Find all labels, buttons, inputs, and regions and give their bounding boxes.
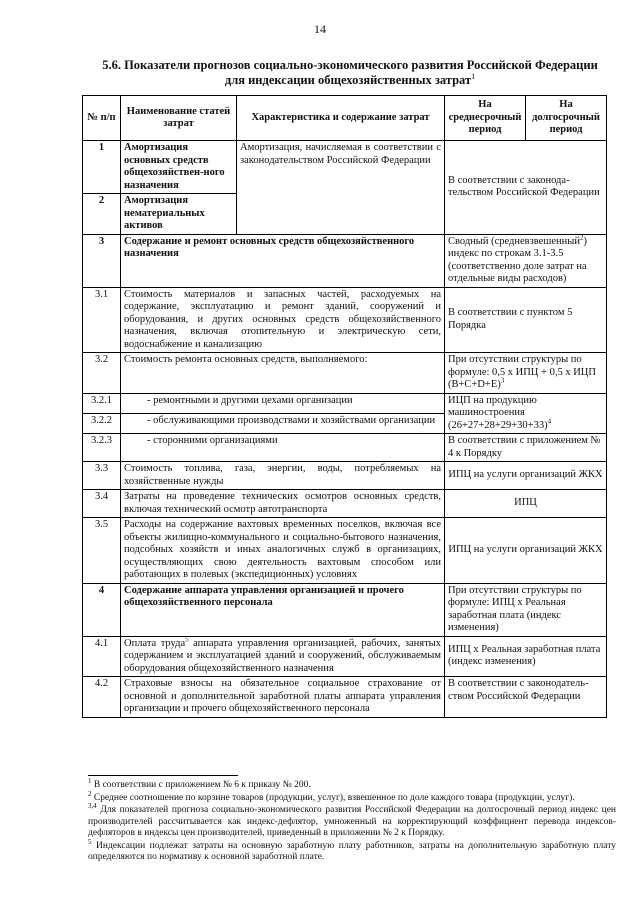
row-num: 2 xyxy=(83,194,121,235)
header-mid-term: На среднесрочный период xyxy=(445,96,526,141)
table-row xyxy=(83,234,607,287)
table-row xyxy=(83,287,607,353)
row-name: Содержание и ремонт основных средств общехозяйственного назначения xyxy=(121,234,445,287)
row-desc: Затраты на проведение технических осмотров основных средств, включая технический осмотр автотранспорта xyxy=(121,490,445,518)
title-line-1: 5.6. Показатели прогнозов социально-экономического развития Российской Федерации xyxy=(102,58,598,72)
row-index: В соответствии с пунктом 5 Порядка xyxy=(445,287,607,353)
table-row xyxy=(83,462,607,490)
row-index: ИПЦ х Реальная заработная плата (индекс изменения) xyxy=(445,636,607,677)
row-index: В соответствии с приложением № 4 к Порядку xyxy=(445,434,607,462)
row-desc: Страховые взносы на обязательное социальное страхование от основной и дополнительной заработной платы аппарата управления организации и прочего общехозяйственного персонала xyxy=(121,677,445,718)
row-num: 3 xyxy=(83,234,121,287)
row-desc: Оплата труда$^5$ аппарата управления организацией, рабочих, занятых содержанием и эксплуатацией зданий и сооружений, обслуживаемым оборудования общехозяйственного назначения xyxy=(121,636,445,677)
footnote: $^2$ Среднее соотношение по корзине товаров (продукции, услуг), взвешенное по доле каждого товара (продукции, услуг). xyxy=(88,789,575,803)
row-index: В соответствии с законода-тельством Российской Федерации xyxy=(445,141,607,235)
table-row xyxy=(83,434,607,462)
table-row xyxy=(83,583,607,636)
table-row xyxy=(83,677,607,718)
footnotes xyxy=(88,776,616,865)
row-name: Амортизация основных средств общехозяйствен-ного назначения xyxy=(121,141,237,194)
title-line-2: для индексации общехозяйственных затрат$^1$ xyxy=(224,71,476,87)
header-num: № п/п xyxy=(83,96,121,141)
row-desc: - сторонними организациями xyxy=(121,434,445,462)
row-desc: - ремонтными и другими цехами организации xyxy=(121,393,445,413)
title-footnote-ref: 1 xyxy=(471,71,476,81)
row-index: При отсутствии структуры по формуле: ИПЦ х Реальная заработная плата (индекс изменения) xyxy=(445,583,607,636)
row-desc: Амортизация, начисляемая в соответствии с законодательством Российской Федерации xyxy=(237,141,445,235)
row-num: 3.1 xyxy=(83,287,121,353)
row-num: 3.2.3 xyxy=(83,434,121,462)
section-title xyxy=(80,58,620,88)
row-num: 3.3 xyxy=(83,462,121,490)
row-num: 1 xyxy=(83,141,121,194)
row-name: Содержание аппарата управления организацией и прочего общехозяйственного персонала xyxy=(121,583,445,636)
row-num: 3.5 xyxy=(83,518,121,584)
row-desc: - обслуживающими производствами и хозяйствами организации xyxy=(121,413,445,433)
row-index: ИПЦ на услуги организаций ЖКХ xyxy=(445,462,607,490)
table-row xyxy=(83,518,607,584)
row-num: 3.2.1 xyxy=(83,393,121,413)
table-row xyxy=(83,636,607,677)
row-index: ИПЦ xyxy=(445,490,607,518)
row-num: 3.2 xyxy=(83,353,121,394)
header-name: Наименование статей затрат xyxy=(121,96,237,141)
row-index: ИПЦ на услуги организаций ЖКХ xyxy=(445,518,607,584)
page-number: 14 xyxy=(314,22,326,36)
table-row xyxy=(83,353,607,394)
header-desc: Характеристика и содержание затрат xyxy=(237,96,445,141)
row-num: 3.4 xyxy=(83,490,121,518)
header-row xyxy=(83,96,607,141)
row-index: При отсутствии структуры по формуле: 0,5 х ИПЦ + 0,5 х ИЦП $(В+С+D+E)^3$ xyxy=(445,353,607,394)
row-desc: Стоимость ремонта основных средств, выполняемого: xyxy=(121,353,445,394)
row-desc: Стоимость топлива, газа, энергии, воды, потребляемых на хозяйственные нужды xyxy=(121,462,445,490)
row-index: В соответствии с законодатель-ством Российской Федерации xyxy=(445,677,607,718)
row-num: 3.2.2 xyxy=(83,413,121,433)
row-num: 4.2 xyxy=(83,677,121,718)
indexation-table xyxy=(82,95,607,718)
row-desc: Расходы на содержание вахтовых временных поселков, включая все объекты жилищно-коммунального и социально-бытового назначения, подсобных хозяйств и иных аналогичных служб в организациях, осуществляющих свою деятельность вахтовым способом или работающих в полевых (экспедиционных) условиях xyxy=(121,518,445,584)
footnote: $^1$ В соответствии с приложением № 6 к приказу № 200. xyxy=(88,776,311,790)
footnote: $^5$ Индексации подлежат затраты на основную заработную плату работников, затраты на дополнительную заработную плату определяются по нормативу к основной заработной плате. xyxy=(88,837,616,862)
row-index: Сводный (средневзвешенный$^2$) индекс по строкам 3.1-3.5 (соответственно доле затрат на отдельные виды расходов) xyxy=(445,234,607,287)
table-row xyxy=(83,490,607,518)
footnote-divider xyxy=(88,775,238,776)
table-row xyxy=(83,393,607,413)
footnote: $^{3,4}$ Для показателей прогноза социально-экономического развития Российской Федерации на долгосрочный период индекс цен производителей рассчитывается как индекс-дефлятор, умноженный на корректирующий коэффициент перевода индексов-дефляторов в индексы цен производителей, приведенный в приложении № 2 к Порядку. xyxy=(88,801,616,838)
row-num: 4 xyxy=(83,583,121,636)
header-long-term: На долгосрочный период xyxy=(526,96,607,141)
row-name: Амортизация нематериальных активов xyxy=(121,194,237,235)
row-index: ИЦП на продукцию машиностроения $(26+27+28+29+30+33)^4$ xyxy=(445,393,607,434)
row-desc: Стоимость материалов и запасных частей, расходуемых на содержание, эксплуатацию и ремонт зданий, сооружений и оборудования, и других основных средств общехозяйственного назначения, включая отопительную и электрическую сети, водоснабжение и канализацию xyxy=(121,287,445,353)
row-num: 4.1 xyxy=(83,636,121,677)
table-row xyxy=(83,141,607,194)
